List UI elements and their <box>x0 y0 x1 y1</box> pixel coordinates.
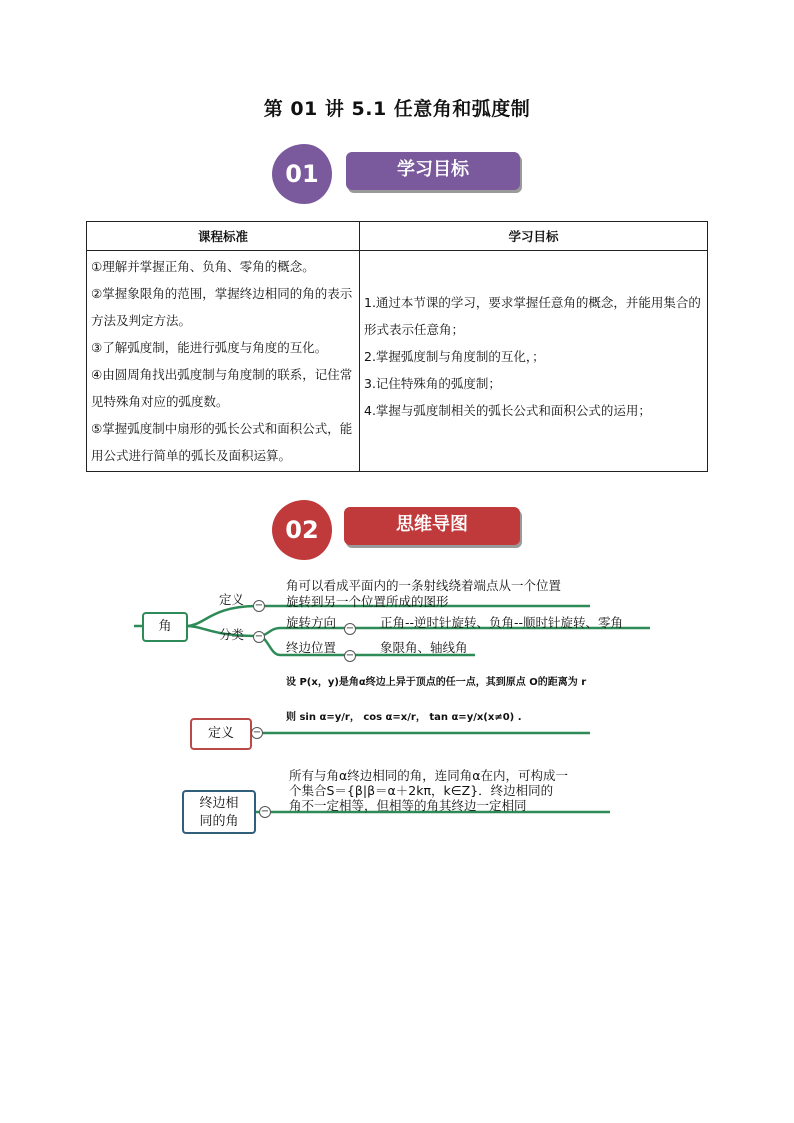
collapse-icon[interactable]: − <box>260 806 270 817</box>
standard-item: ②掌握象限角的范围，掌握终边相同的角的表示方法及判定方法。 <box>91 286 353 328</box>
goal-item: 3.记住特殊角的弧度制； <box>364 376 501 391</box>
standard-item: ⑤掌握弧度制中扇形的弧长公式和面积公式，能用公式进行简单的弧长及面积运算。 <box>91 421 353 463</box>
definition-text-line1: 角可以看成平面内的一条射线绕着端点从一个位置 <box>286 578 562 593</box>
coterminal-text-line2: 个集合S＝{β|β＝α＋2kπ，k∈Z}．终边相同的 <box>289 783 554 798</box>
standard-item: ③了解弧度制，能进行弧度与角度的互化。 <box>91 340 328 355</box>
coterminal-text-line1: 所有与角α终边相同的角，连同角α在内，可构成一 <box>289 768 568 783</box>
table-header-standards: 课程标准 <box>87 222 360 251</box>
terminal-position-label: 终边位置 <box>286 640 337 655</box>
branch-definition-label: 定义 <box>219 592 245 607</box>
table-header-goals: 学习目标 <box>360 222 708 251</box>
goal-item: 1.通过本节课的学习，要求掌握任意角的概念，并能用集合的形式表示任意角； <box>364 295 701 337</box>
trig-tan: tan α=y/x(x≠0) <box>429 712 515 723</box>
collapse-icon[interactable]: − <box>345 623 355 634</box>
collapse-icon[interactable]: − <box>254 631 264 642</box>
standard-item: ①理解并掌握正角、负角、零角的概念。 <box>91 259 315 274</box>
trig-prefix: 则 sin <box>286 712 316 723</box>
branch-classification-label: 分类 <box>219 627 245 642</box>
section-02-label: 思维导图 <box>344 507 520 545</box>
definition-text-line2: 旋转到另一个位置所成的图形 <box>286 594 449 609</box>
collapse-icon[interactable]: − <box>252 727 262 738</box>
trig-sin: α=y/r <box>319 712 350 723</box>
coterminal-box-line1: 终边相 <box>199 796 239 811</box>
goal-item: 2.掌握弧度制与角度制的互化，； <box>364 349 545 364</box>
section-02-number: 02 <box>285 516 319 544</box>
collapse-icon[interactable]: − <box>345 650 355 661</box>
coterminal-text-line3: 角不一定相等，但相等的角其终边一定相同 <box>289 798 527 813</box>
coterminal-box <box>182 790 256 834</box>
section-01-number: 01 <box>285 160 319 188</box>
trig-definition-box: 定义 <box>190 718 252 750</box>
goal-item: 4.掌握与弧度制相关的弧长公式和面积公式的运用； <box>364 403 651 418</box>
terminal-position-text: 象限角、轴线角 <box>380 640 468 655</box>
trig-formula-row: 则 sin α=y/r， cos α=x/r， tan α=y/x(x≠0) . <box>286 712 522 723</box>
collapse-icon[interactable]: − <box>254 600 264 611</box>
trig-cos: cos α=x/r <box>363 712 416 723</box>
rotation-direction-label: 旋转方向 <box>286 615 337 630</box>
rotation-direction-text: 正角--逆时针旋转、负角--顺时针旋转、零角 <box>380 615 624 630</box>
page-title: 第 01 讲 5.1 任意角和弧度制 <box>263 98 531 120</box>
mindmap-root-angle: 角 <box>142 612 188 642</box>
trig-definition-intro: 设 P(x，y)是角α终边上异于顶点的任一点，其到原点 O的距离为 r <box>286 677 587 688</box>
standard-item: ④由圆周角找出弧度制与角度制的联系，记住常见特殊角对应的弧度数。 <box>91 367 353 409</box>
section-01-label: 学习目标 <box>346 152 520 190</box>
coterminal-box-line2: 同的角 <box>199 814 239 829</box>
